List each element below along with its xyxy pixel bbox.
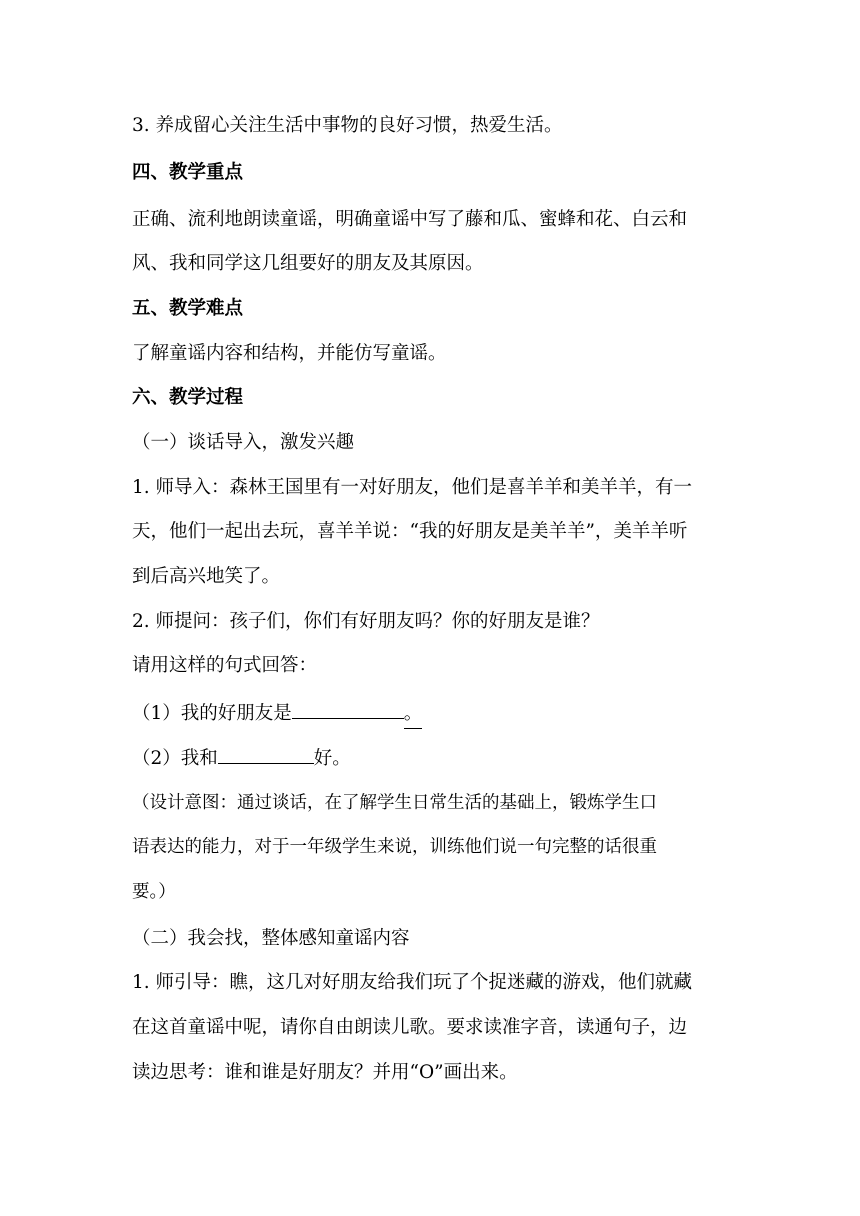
guide-line-1: 1. 师引导：瞧，这几对好朋友给我们玩了个捉迷藏的游戏，他们就藏 [132,972,693,993]
design-intent-line-1: （设计意图：通过谈话，在了解学生日常生活的基础上，锻炼学生口 [132,793,657,813]
sentence-pattern-1 [132,698,422,726]
section-1-title: （一）谈话导入，激发兴趣 [132,432,355,453]
sentence-pattern-2 [132,743,351,771]
section-2-title: （二）我会找，整体感知童谣内容 [132,928,410,949]
teaching-focus-line-1: 正确、流利地朗读童谣，明确童谣中写了藤和瓜、蜜蜂和花、白云和 [132,209,688,230]
design-intent-line-3: 要。） [132,882,176,902]
intro-line-3: 到后高兴地笑了。 [132,566,281,587]
sentence-pattern-1-suffix: 。 [404,700,423,729]
sentence-pattern-2-prefix: （2）我和 [132,748,218,769]
fill-blank-1 [292,698,404,719]
question-line: 2. 师提问：孩子们，你们有好朋友吗？你的好朋友是谁？ [132,611,600,632]
answer-instruction: 请用这样的句式回答： [132,655,318,676]
guide-line-3: 读边思考：谁和谁是好朋友？并用“O”画出来。 [132,1062,518,1083]
teaching-focus-line-2: 风、我和同学这几组要好的朋友及其原因。 [132,253,484,274]
sentence-pattern-1-prefix: （1）我的好朋友是 [132,703,292,724]
intro-line-1: 1. 师导入：森林王国里有一对好朋友，他们是喜羊羊和美羊羊，有一 [132,477,693,498]
sentence-pattern-2-suffix: 好。 [313,748,351,769]
teaching-difficulty-text: 了解童谣内容和结构，并能仿写童谣。 [132,343,447,364]
fill-blank-2 [218,743,314,764]
goal-item-3: 3. 养成留心关注生活中事物的良好习惯，热爱生活。 [132,115,563,136]
heading-teaching-difficulty: 五、教学难点 [132,298,244,319]
heading-teaching-process: 六、教学过程 [132,387,244,408]
guide-line-2: 在这首童谣中呢，请你自由朗读儿歌。要求读准字音，读通句子，边 [132,1017,688,1038]
design-intent-line-2: 语表达的能力，对于一年级学生来说，训练他们说一句完整的话很重 [132,837,657,857]
intro-line-2: 天，他们一起出去玩，喜羊羊说：“我的好朋友是美羊羊”，美羊羊听 [132,521,688,542]
heading-teaching-focus: 四、教学重点 [132,162,244,183]
